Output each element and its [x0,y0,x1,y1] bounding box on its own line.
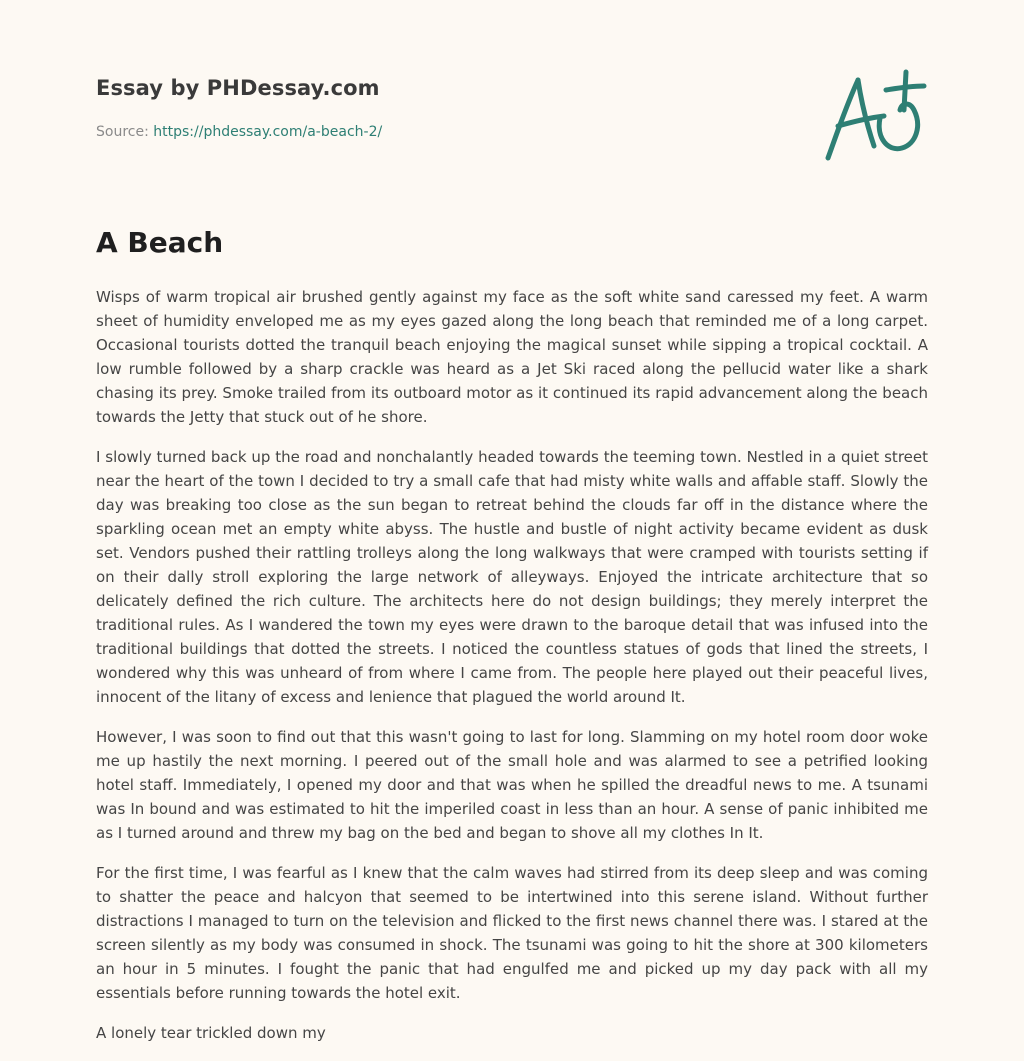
essay-paragraph: I slowly turned back up the road and nonchalantly headed towards the teeming town. Nestled in a quiet street near the heart of the town I decided to try a small cafe that had misty white walls and affable staff. Slowly the day was breaking too close as the sun began to retreat behind the clouds far off in the distance where the sparkling ocean met an empty white abyss. The hustle and bustle of night activity became evident as dusk set. Vendors pushed their rattling trolleys along the long walkways that were cramped with tourists setting if on their dally stroll exploring the large network of alleyways. Enjoyed the intricate architecture that so delicately defined the rich culture. The architects here do not design buildings; they merely interpret the traditional rules. As I wandered the town my eyes were drawn to the baroque detail that was infused into the traditional buildings that dotted the streets. I noticed the countless statues of gods that lined the streets, I wondered why this was unheard of from where I came from. The people here played out their peaceful lives, innocent of the litany of excess and lenience that plagued the world around It. [96,448,928,706]
source-label: Source: [96,124,149,140]
essay-body [96,285,928,1061]
essay-paragraph: A lonely tear trickled down my [96,1024,326,1042]
source-link[interactable]: https://phdessay.com/a-beach-2/ [153,124,383,140]
a-plus-logo [818,66,930,166]
a-plus-logo-icon [818,66,930,166]
site-title: Essay by PHDessay.com [96,76,380,100]
essay-paragraph: Wisps of warm tropical air brushed gently against my face as the soft white sand caressed my feet. A warm sheet of humidity enveloped me as my eyes gazed along the long beach that reminded me of a long carpet. Occasional tourists dotted the tranquil beach enjoying the magical sunset while sipping a tropical cocktail. A low rumble followed by a sharp crackle was heard as a Jet Ski raced along the pellucid water like a shark chasing its prey. Smoke trailed from its outboard motor as it continued its rapid advancement along the beach towards the Jetty that stuck out of he shore. [96,288,928,426]
essay-paragraph: However, I was soon to find out that this wasn't going to last for long. Slamming on my hotel room door woke me up hastily the next morning. I peered out of the small hole and was alarmed to see a petrified looking hotel staff. Immediately, I opened my door and that was when he spilled the dreadful news to me. A tsunami was In bound and was estimated to hit the imperiled coast in less than an hour. A sense of panic inhibited me as I turned around and threw my bag on the bed and began to shove all my clothes In It. [96,728,928,842]
source-line [96,124,382,140]
essay-paragraph: For the first time, I was fearful as I knew that the calm waves had stirred from its deep sleep and was coming to shatter the peace and halcyon that seemed to be intertwined into this serene island. Without further distractions I managed to turn on the television and flicked to the first news channel there was. I stared at the screen silently as my body was consumed in shock. The tsunami was going to hit the shore at 300 kilometers an hour in 5 minutes. I fought the panic that had engulfed me and picked up my day pack with all my essentials before running towards the hotel exit. [96,864,928,1002]
essay-title: A Beach [96,226,224,259]
